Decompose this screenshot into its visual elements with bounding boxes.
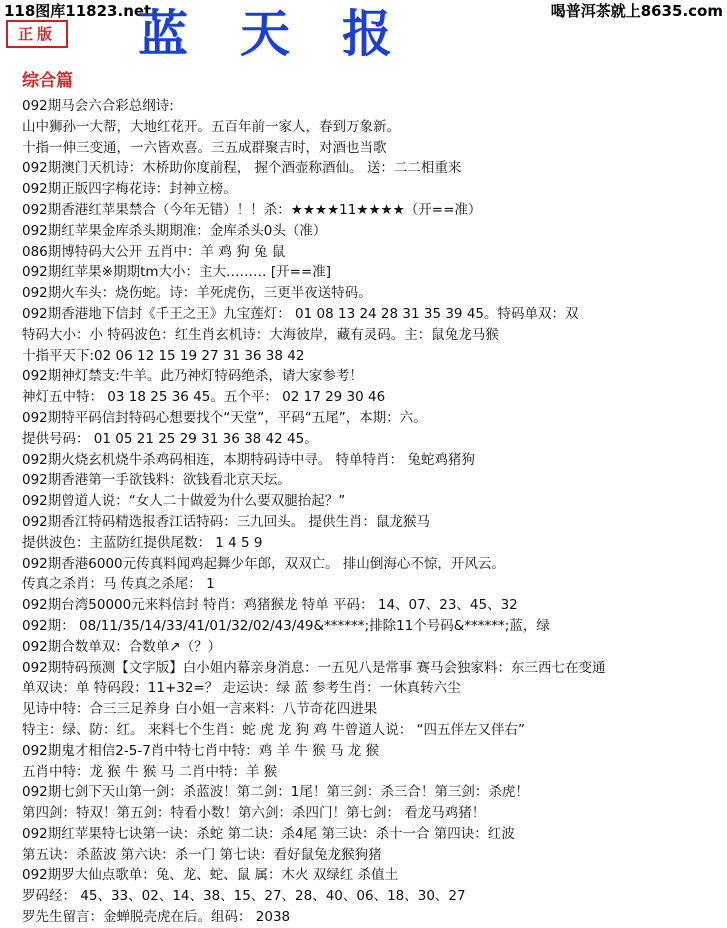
content-line: 092期香港第一手欲钱料：欲钱看北京天坛。 (22, 472, 291, 489)
content-line: 092期红苹果金库杀头期期准：金库杀头0头（准） (22, 222, 327, 239)
content-line: 神灯五中特： 03 18 25 36 45。五个平： 02 17 29 30 46 (22, 389, 386, 406)
content-body (22, 96, 722, 928)
content-line: 092期香港红苹果禁合（今年无错）！！杀：★★★★11★★★★（开==准） (22, 201, 482, 218)
content-line: 罗码经： 45、33、02、14、38、15、27、28、40、06、18、30、27 (22, 888, 466, 905)
content-line: 092期香江特码精选报香江话特码：三九回头。 提供生肖：鼠龙猴马 (22, 513, 431, 530)
content-line: 山中狮孙一大帮，大地红花开。五百年前一家人，春到万象新。 (22, 118, 400, 135)
content-line: 086期博特码大公开 五肖中：羊 鸡 狗 兔 鼠 (22, 243, 286, 260)
content-line: 第四剑：特双！第五剑：特看小数！第六剑：杀四门！第七剑： 看龙马鸡猪！ (22, 805, 486, 822)
site-url-right[interactable]: 喝普洱茶就上8635.com (550, 2, 723, 20)
content-line: 提供号码： 01 05 21 25 29 31 36 38 42 45。 (22, 430, 318, 447)
content-line: 五肖中特：龙 猴 牛 猴 马 二肖中特：羊 猴 (22, 763, 278, 780)
content-line: 092期红苹果特七诀第一诀：杀蛇 第二诀：杀4尾 第三诀：杀十一合 第四诀：红波 (22, 825, 515, 842)
content-line: 单双诀：单 特码段：11+32=？ 走运诀：绿 蓝 参考生肖：一休真转六尘 (22, 680, 461, 697)
content-line: 092期合数单双：合数单↗（？） (22, 638, 222, 655)
content-line: 092期火车头：烧伤蛇。诗：羊死虎伤，三更半夜送特码。 (22, 285, 372, 302)
content-line: 罗先生留言：金蝉脱壳虎在后。组码： 2038 (22, 909, 291, 926)
content-line: 092期罗大仙点歌单：兔、龙、蛇、鼠 属：木火 双绿红 杀值土 (22, 867, 399, 884)
content-line: 092期神灯禁支:牛羊。此乃神灯特码绝杀，请大家参考！ (22, 368, 363, 385)
genuine-stamp: 正版 (6, 20, 68, 48)
content-line: 092期澳门天机诗：木桥助你度前程， 握个酒壶称酒仙。 送：二二相重来 (22, 160, 462, 177)
masthead-title: 蓝天报 (138, 4, 444, 63)
content-line: 092期曾道人说：“女人二十做爱为什么要双腿抬起？” (22, 493, 346, 510)
content-line: 十指一伸三变通，一六皆欢喜。三五成群聚吉时，对酒也当歌 (22, 139, 387, 156)
content-line: 092期七剑下天山第一剑：杀蓝波！第二剑：1尾！第三剑：杀三合！第三剑：杀虎！ (22, 784, 529, 801)
content-line: 见诗中特：合三三足养身 白小姐一言来料：八节奇花四进果 (22, 701, 378, 718)
content-line: 092期特码预测【文字版】白小姐内幕亲身消息：一五见八是常事 赛马会独家料：东三西七在变通 (22, 659, 606, 676)
content-line: 特码大小：小 特码波色：红生肖玄机诗：大海彼岸，藏有灵码。主：鼠兔龙马猴 (22, 326, 499, 343)
content-line: 提供波色：主蓝防红提供尾数： 1 4 5 9 (22, 534, 263, 551)
content-line: 特主：绿、防：红。 来料七个生肖：蛇 虎 龙 狗 鸡 牛曾道人说： “四五伴左又伴右” (22, 721, 526, 738)
content-line: 092期火烧玄机烧牛杀鸡码相连，本期特码诗中寻。 特单特肖： 兔蛇鸡猪狗 (22, 451, 475, 468)
section-title: 综合篇 (22, 71, 73, 91)
content-line: 092期香港地下信封《千王之王》九宝莲灯： 01 08 13 24 28 31 35 39 45。特码单双：双 (22, 305, 579, 322)
content-line: 092期台湾50000元来料信封 特肖：鸡猪猴龙 特单 平码： 14、07、23、45、32 (22, 597, 518, 614)
content-line: 十指平天下:02 06 12 15 19 27 31 36 38 42 (22, 347, 305, 364)
content-line: 092期香港6000元传真料闻鸡起舞少年郎，双双亡。 排山倒海心不惊，开风云。 (22, 555, 505, 572)
content-line: 092期： 08/11/35/14/33/41/01/32/02/43/49&******;排除11个号码&******;蓝，绿 (22, 617, 550, 634)
content-line: 传真之杀肖：马 传真之杀尾： 1 (22, 576, 215, 593)
content-line: 092期鬼才相信2-5-7肖中特七肖中特：鸡 羊 牛 猴 马 龙 猴 (22, 742, 380, 759)
content-line: 092期红苹果※期期tm大小：主大……… [开==准] (22, 264, 331, 281)
content-line: 092期正版四字梅花诗：封神立榜。 (22, 181, 237, 198)
content-line: 092期马会六合彩总纲诗: (22, 98, 174, 114)
content-line: 092期特平码信封特码心想要找个“天堂”，平码“五尾”，本期：六。 (22, 409, 427, 426)
site-url-left[interactable]: 118图库11823.net (4, 2, 152, 20)
content-line: 第五诀：杀蓝波 第六诀：杀一门 第七诀：看好鼠兔龙猴狗猪 (22, 846, 382, 863)
